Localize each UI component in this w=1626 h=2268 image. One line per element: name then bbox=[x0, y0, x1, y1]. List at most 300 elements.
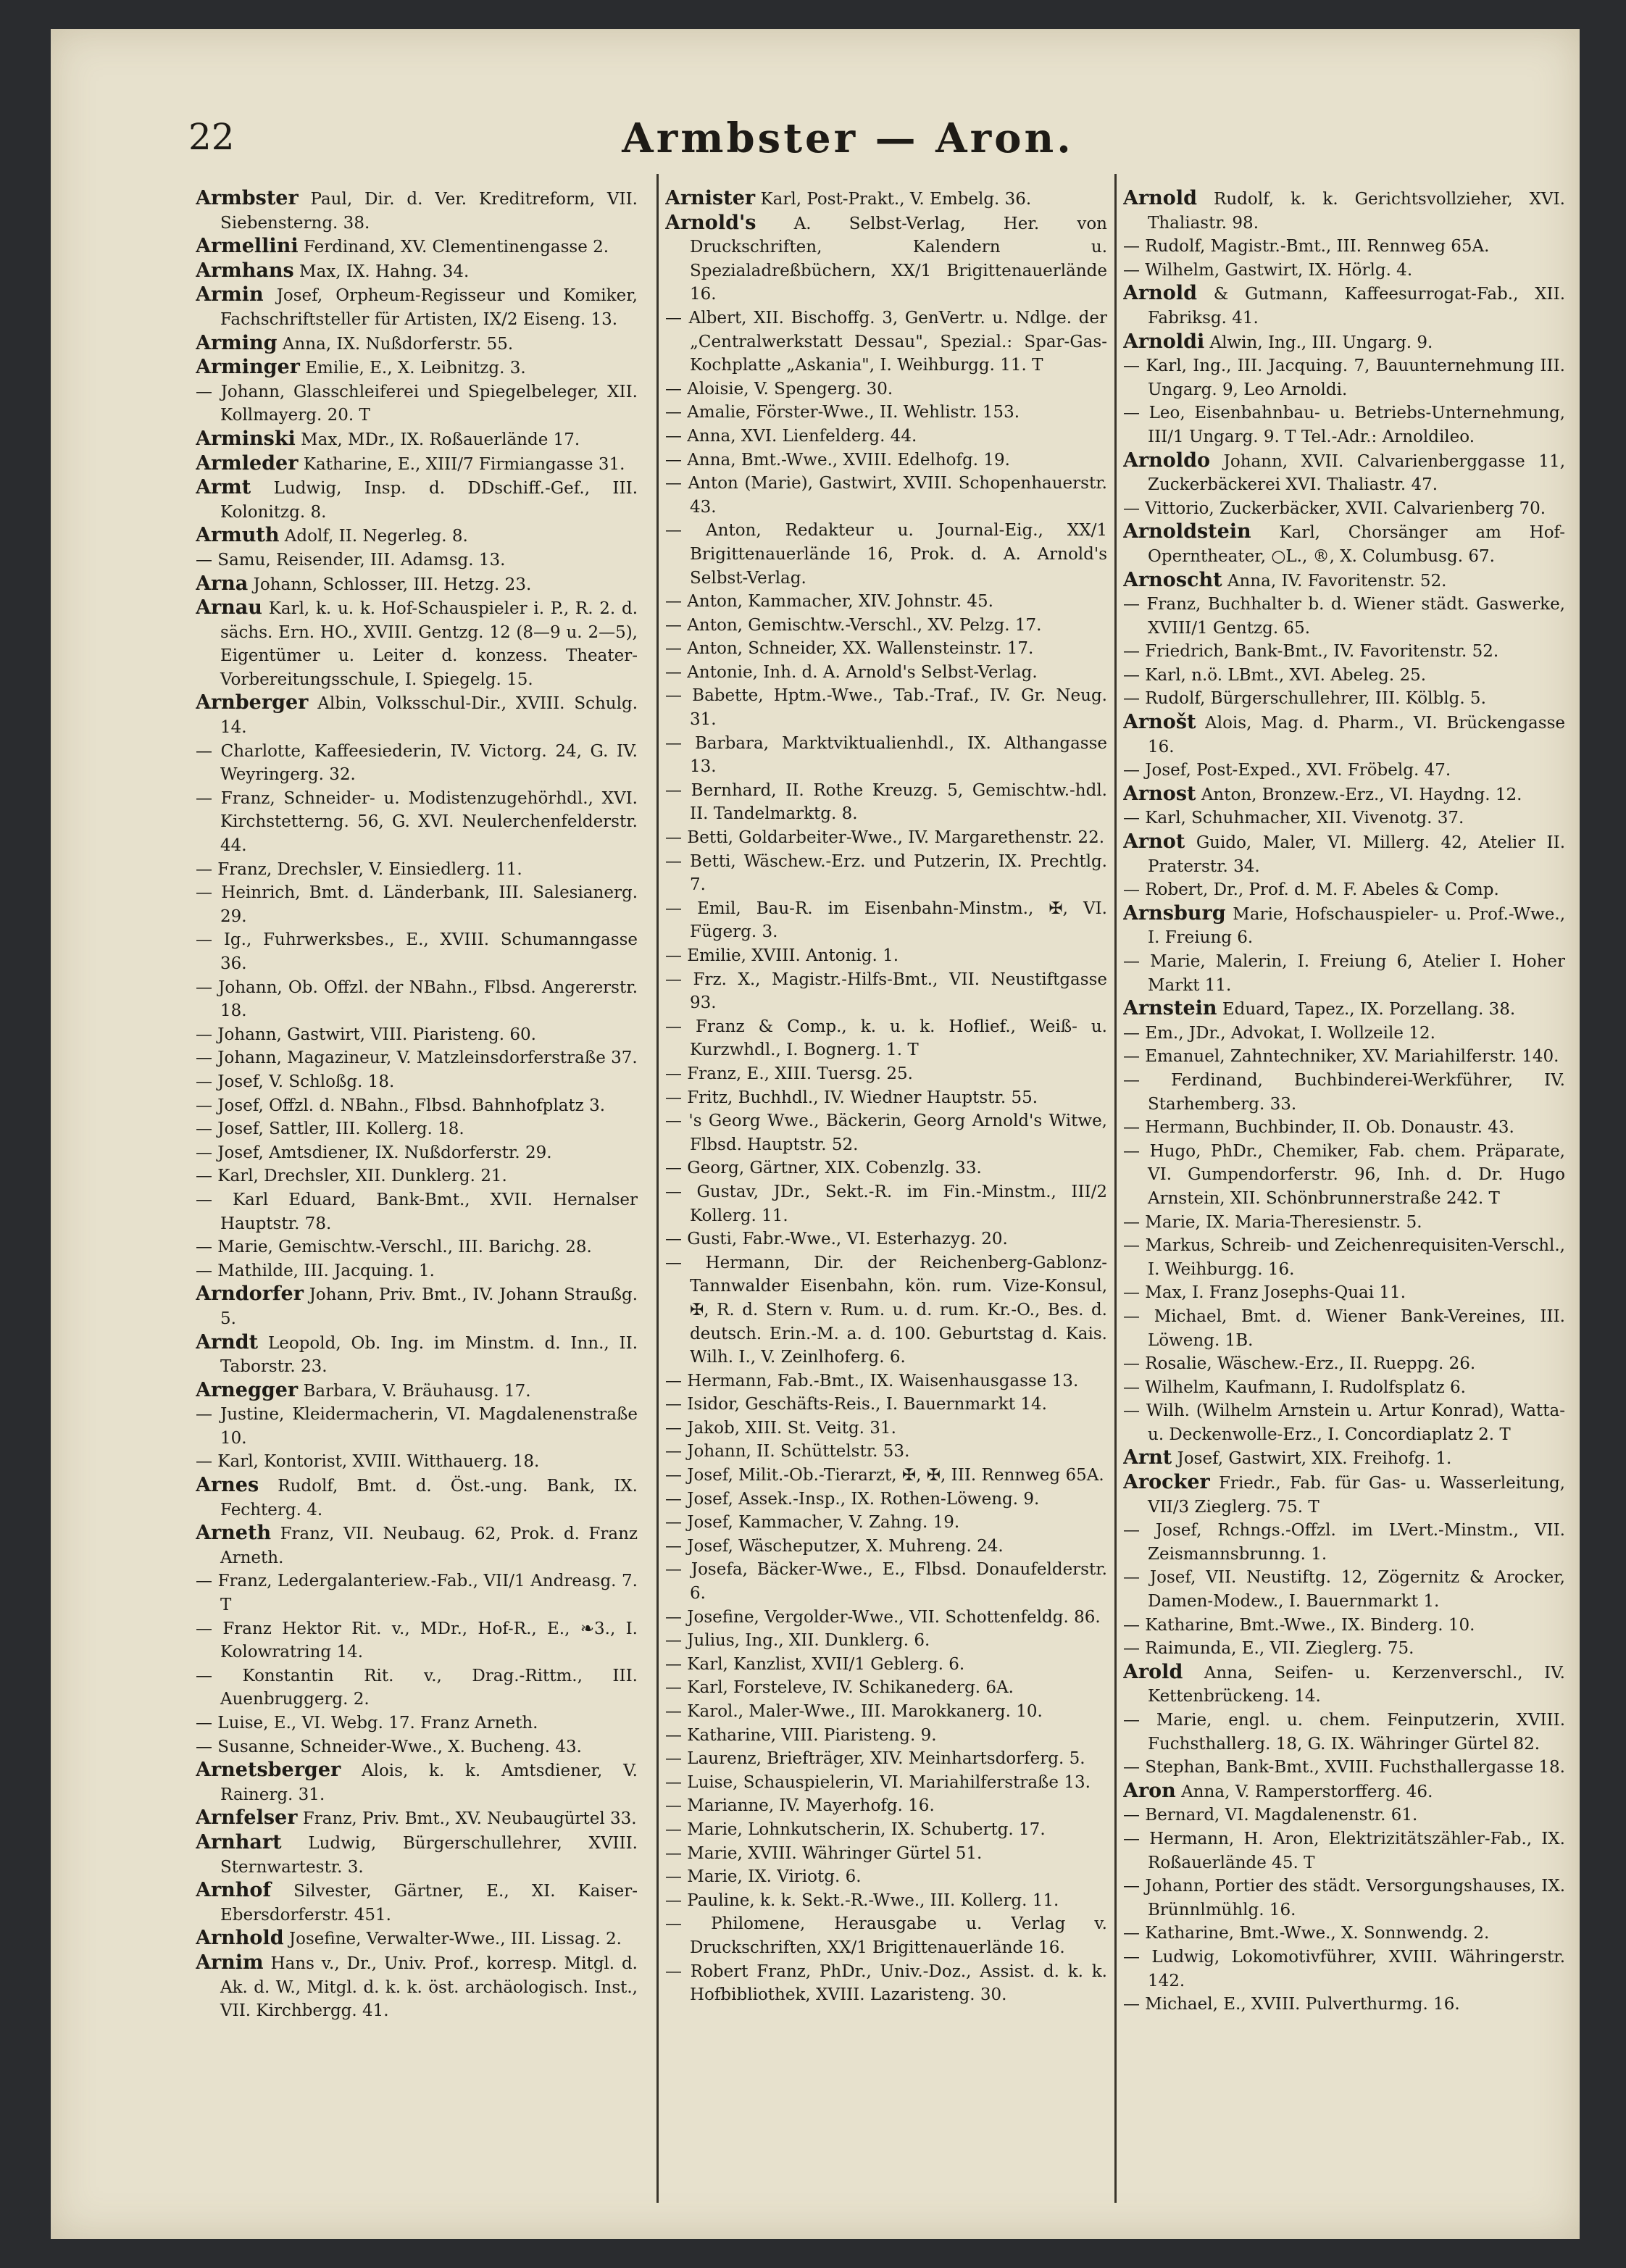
entry-surname: Arnberger bbox=[196, 691, 309, 714]
entry-text: — Josef, Post-Exped., XVI. Fröbelg. 47. bbox=[1123, 761, 1451, 780]
directory-entry bbox=[196, 1569, 638, 1617]
entry-surname: Arnošt bbox=[1123, 711, 1196, 734]
entry-text: Franz, VII. Neubaug. 62, Prok. d. Franz Arneth. bbox=[220, 1525, 638, 1567]
directory-entry bbox=[196, 356, 638, 380]
entry-surname: Arneth bbox=[196, 1522, 272, 1545]
directory-entry bbox=[196, 332, 638, 357]
entry-text: — Robert Franz, PhDr., Univ.-Doz., Assist. d. k. k. Hofbibliothek, XVIII. Lazaristeng. 30. bbox=[665, 1961, 1107, 2005]
entry-text: Leopold, Ob. Ing. im Minstm. d. Inn., II. Taborstr. 23. bbox=[220, 1333, 638, 1377]
entry-surname: Arnhof bbox=[196, 1879, 272, 1902]
directory-entry bbox=[665, 1227, 1107, 1251]
entry-text: — Anna, XVI. Lienfelderg. 44. bbox=[665, 426, 917, 446]
entry-text: — Josef, Sattler, III. Kollerg. 18. bbox=[196, 1120, 464, 1139]
entry-text: — Konstantin Rit. v., Drag.-Rittm., III. Auenbruggerg. 2. bbox=[196, 1666, 638, 1709]
entry-text: — Karol., Maler-Wwe., III. Marokkanerg. 10. bbox=[665, 1702, 1043, 1721]
entry-text: — Karl, Ing., III. Jacquing. 7, Bauunternehmung III. Ungarg. 9, Leo Arnoldi. bbox=[1123, 357, 1565, 399]
directory-entry bbox=[665, 1369, 1107, 1393]
entry-text: — Josef, Wäscheputzer, X. Muhreng. 24. bbox=[665, 1536, 1004, 1556]
directory-entry bbox=[1123, 1234, 1565, 1281]
entry-text: Silvester, Gärtner, E., XI. Kaiser-Ebersdorferstr. 451. bbox=[220, 1882, 638, 1925]
entry-text: — Pauline, k. k. Sekt.-R.-Wwe., III. Kollerg. 11. bbox=[665, 1890, 1059, 1910]
directory-entry bbox=[196, 1450, 638, 1474]
directory-entry bbox=[665, 378, 1107, 401]
entry-text: — Max, I. Franz Josephs-Quai 11. bbox=[1123, 1283, 1406, 1303]
directory-entry bbox=[665, 1251, 1107, 1369]
entry-text: Josefine, Verwalter-Wwe., III. Lissag. 2. bbox=[288, 1930, 622, 1949]
directory-entry bbox=[665, 1464, 1107, 1488]
entry-surname: Arold bbox=[1123, 1660, 1183, 1683]
entry-text: — Julius, Ing., XII. Dunklerg. 6. bbox=[665, 1631, 930, 1651]
directory-entry bbox=[196, 1164, 638, 1188]
directory-entry bbox=[665, 1180, 1107, 1227]
running-head: Armbster — Aron. bbox=[622, 114, 1074, 162]
entry-text: — Justine, Kleidermacherin, VI. Magdalenenstraße 10. bbox=[196, 1405, 638, 1448]
directory-entry bbox=[665, 1889, 1107, 1913]
entry-text: — Leo, Eisenbahnbau- u. Betriebs-Unternehmung, III/1 Ungarg. 9. T Tel.-Adr.: Arnoldileo. bbox=[1123, 404, 1565, 446]
entry-text: — Rudolf, Bürgerschullehrer, III. Kölblg. 5. bbox=[1123, 689, 1486, 709]
entry-text: — Wilhelm, Gastwirt, IX. Hörlg. 4. bbox=[1123, 260, 1413, 280]
entry-text: — Aloisie, V. Spengerg. 30. bbox=[665, 379, 893, 399]
directory-entry bbox=[1123, 1922, 1565, 1946]
directory-entry bbox=[665, 1700, 1107, 1724]
directory-entry bbox=[665, 519, 1107, 590]
directory-entry bbox=[665, 449, 1107, 472]
entry-text: — Antonie, Inh. d. A. Arnold's Selbst-Verlag. bbox=[665, 662, 1038, 682]
column-right bbox=[1123, 187, 1565, 2209]
entry-text: Johann, Schlosser, III. Hetzg. 23. bbox=[253, 575, 532, 594]
entry-text: Anna, IV. Favoritenstr. 52. bbox=[1227, 571, 1447, 591]
directory-entry bbox=[665, 212, 1107, 307]
directory-entry bbox=[1123, 1519, 1565, 1566]
directory-entry bbox=[665, 897, 1107, 944]
entry-surname: Arnold bbox=[1123, 187, 1197, 209]
directory-entry bbox=[665, 1417, 1107, 1441]
entry-text: — Karl, Drechsler, XII. Dunklerg. 21. bbox=[196, 1167, 507, 1186]
entry-text: — Hermann, Fab.-Bmt., IX. Waisenhausgasse 13. bbox=[665, 1371, 1079, 1391]
entry-text: Johann, XVII. Calvarienberggasse 11, Zuckerbäckerei XVI. Thaliastr. 47. bbox=[1148, 451, 1565, 495]
entry-text: — Franz & Comp., k. u. k. Hoflief., Weiß- u. Kurzwhdl., I. Bognerg. 1. T bbox=[665, 1017, 1107, 1060]
entry-surname: Arndorfer bbox=[196, 1283, 304, 1306]
directory-entry bbox=[665, 614, 1107, 638]
directory-entry bbox=[1123, 1305, 1565, 1352]
entry-text: — 's Georg Wwe., Bäckerin, Georg Arnold's Witwe, Flbsd. Hauptstr. 52. bbox=[665, 1112, 1107, 1154]
directory-entry bbox=[1123, 259, 1565, 283]
directory-entry bbox=[196, 1927, 638, 1951]
directory-entry bbox=[196, 549, 638, 572]
column-middle bbox=[665, 187, 1107, 2209]
directory-entry bbox=[196, 1712, 638, 1735]
entry-text: — Marianne, IV. Mayerhofg. 16. bbox=[665, 1796, 935, 1816]
directory-entry bbox=[1123, 401, 1565, 449]
directory-entry bbox=[196, 1259, 638, 1283]
entry-text: Hans v., Dr., Univ. Prof., korresp. Mitgl. d. Ak. d. W., Mitgl. d. k. k. öst. archäologisch. Inst., VII. Kirchbergg. 41. bbox=[220, 1954, 638, 2021]
directory-entry bbox=[1123, 640, 1565, 664]
directory-entry bbox=[196, 1235, 638, 1259]
entry-surname: Arnold's bbox=[665, 211, 756, 234]
column-divider bbox=[1114, 174, 1117, 2203]
directory-entry bbox=[1123, 902, 1565, 950]
entry-text: Katharine, E., XIII/7 Firmiangasse 31. bbox=[303, 454, 625, 474]
entry-text: Ferdinand, XV. Clementinengasse 2. bbox=[303, 238, 609, 257]
directory-entry bbox=[196, 1951, 638, 2023]
directory-entry bbox=[1123, 878, 1565, 902]
directory-entry bbox=[1123, 1566, 1565, 1613]
directory-entry bbox=[665, 1724, 1107, 1748]
directory-entry bbox=[665, 307, 1107, 378]
directory-entry bbox=[196, 283, 638, 331]
directory-entry bbox=[196, 476, 638, 524]
directory-entry bbox=[196, 452, 638, 477]
entry-surname: Arnau bbox=[196, 596, 262, 620]
directory-entry bbox=[196, 1023, 638, 1047]
entry-surname: Armin bbox=[196, 283, 264, 307]
directory-entry bbox=[665, 1558, 1107, 1605]
entry-text: Josef, Gastwirt, XIX. Freihofg. 1. bbox=[1177, 1449, 1452, 1469]
directory-entry bbox=[1123, 1993, 1565, 2017]
directory-entry bbox=[665, 850, 1107, 897]
entry-surname: Arnister bbox=[665, 187, 756, 209]
entry-text: Adolf, II. Negerleg. 8. bbox=[284, 527, 468, 546]
entry-text: Friedr., Fab. für Gas- u. Wasserleitung, VII/3 Zieglerg. 75. T bbox=[1148, 1474, 1565, 1517]
entry-surname: Arnoldo bbox=[1123, 449, 1210, 472]
directory-entry bbox=[1123, 1281, 1565, 1305]
directory-entry bbox=[196, 1522, 638, 1569]
directory-entry bbox=[1123, 1022, 1565, 1046]
directory-entry bbox=[1123, 759, 1565, 783]
directory-entry bbox=[665, 661, 1107, 685]
directory-page bbox=[51, 29, 1580, 2239]
directory-entry bbox=[1123, 520, 1565, 568]
entry-text: — Franz, Ledergalanteriew.-Fab., VII/1 Andreasg. 7. T bbox=[196, 1572, 638, 1615]
directory-entry bbox=[665, 425, 1107, 449]
entry-text: — Robert, Dr., Prof. d. M. F. Abeles & Comp. bbox=[1123, 880, 1499, 900]
entry-text: — Ferdinand, Buchbinderei-Werkführer, IV. Starhemberg. 33. bbox=[1123, 1070, 1565, 1114]
directory-entry bbox=[1123, 1116, 1565, 1140]
entry-text: — Johann, Ob. Offzl. der NBahn., Flbsd. Angererstr. 18. bbox=[196, 977, 638, 1021]
directory-entry bbox=[665, 1511, 1107, 1535]
directory-entry bbox=[1123, 1376, 1565, 1400]
directory-entry bbox=[196, 1759, 638, 1806]
entry-surname: Arnoscht bbox=[1123, 568, 1222, 591]
directory-entry bbox=[665, 1960, 1107, 2007]
entry-text: & Gutmann, Kaffeesurrogat-Fab., XII. Fabriksg. 41. bbox=[1148, 285, 1565, 328]
directory-entry bbox=[196, 1403, 638, 1450]
directory-entry bbox=[665, 637, 1107, 661]
entry-text: — Wilh. (Wilhelm Arnstein u. Artur Konrad), Watta- u. Deckenwolle-Erz., I. Concordiaplatz 2. T bbox=[1123, 1401, 1565, 1444]
entry-text: — Anton, Redakteur u. Journal-Eig., XX/1 Brigittenauerlände 16, Prok. d. A. Arnold's Selbst-Verlag. bbox=[665, 521, 1107, 588]
directory-entry bbox=[1123, 1780, 1565, 1804]
entry-text: Max, MDr., IX. Roßauerlände 17. bbox=[301, 430, 580, 449]
entry-text: — Ig., Fuhrwerksbes., E., XVIII. Schumanngasse 36. bbox=[196, 930, 638, 973]
entry-text: Alois, Mag. d. Pharm., VI. Brückengasse 16. bbox=[1148, 714, 1565, 756]
entry-text: — Franz, Drechsler, V. Einsiedlerg. 11. bbox=[196, 859, 522, 879]
entry-text: — Karl Eduard, Bank-Bmt., XVII. Hernalser Hauptstr. 78. bbox=[196, 1190, 638, 1233]
directory-entry bbox=[1123, 593, 1565, 640]
directory-entry bbox=[665, 1794, 1107, 1818]
entry-surname: Arnot bbox=[1123, 830, 1185, 854]
entry-text: — Betti, Wäschew.-Erz. und Putzerin, IX. Prechtlg. 7. bbox=[665, 851, 1107, 895]
entry-text: — Josef, VII. Neustiftg. 12, Zögernitz & Arocker, Damen-Modew., I. Bauernmarkt 1. bbox=[1123, 1568, 1565, 1612]
entry-text: Eduard, Tapez., IX. Porzellang. 38. bbox=[1222, 1000, 1516, 1020]
entry-text: — Johann, Glasschleiferei und Spiegelbeleger, XII. Kollmayerg. 20. T bbox=[196, 382, 638, 425]
entry-text: — Fritz, Buchhdl., IV. Wiedner Hauptstr. 55. bbox=[665, 1088, 1038, 1107]
entry-text: Paul, Dir. d. Ver. Kreditreform, VII. Siebensterng. 38. bbox=[220, 190, 638, 233]
entry-text: — Bernhard, II. Rothe Kreuzg. 5, Gemischtw.-hdl. II. Tandelmarktg. 8. bbox=[665, 780, 1107, 824]
directory-entry bbox=[665, 1062, 1107, 1086]
entry-text: — Karl, Forsteleve, IV. Schikanederg. 6A. bbox=[665, 1678, 1014, 1698]
entry-text: — Josef, Kammacher, V. Zahng. 19. bbox=[665, 1513, 960, 1533]
directory-entry bbox=[196, 259, 638, 284]
directory-entry bbox=[196, 1617, 638, 1664]
entry-text: — Hermann, Dir. der Reichenberg-Gablonz-Tannwalder Eisenbahn, kön. rum. Vize-Konsul, ✠, R. d. Stern v. Rum. u. d. rum. Kr.-O., Bes. d. deutsch. Erin.-M. a. d. 100. Geburtstag d. Kais. Wilh. I., V. Zeinlhoferg. 6. bbox=[665, 1253, 1107, 1367]
directory-entry bbox=[665, 1535, 1107, 1559]
entry-text: — Raimunda, E., VII. Zieglerg. 75. bbox=[1123, 1639, 1414, 1659]
entry-surname: Arndt bbox=[196, 1330, 259, 1354]
entry-text: — Anton, Gemischtw.-Verschl., XV. Pelzg. 17. bbox=[665, 615, 1042, 635]
directory-entry bbox=[1123, 354, 1565, 401]
entry-text: — Josef, Assek.-Insp., IX. Rothen-Löweng. 9. bbox=[665, 1489, 1040, 1509]
directory-entry bbox=[665, 732, 1107, 779]
entry-surname: Armbster bbox=[196, 187, 299, 209]
entry-text: — Marie, IX. Maria-Theresienstr. 5. bbox=[1123, 1212, 1422, 1232]
entry-text: — Karl, Kanzlist, XVII/1 Geblerg. 6. bbox=[665, 1654, 965, 1674]
entry-text: — Karl, n.ö. LBmt., XVI. Abeleg. 25. bbox=[1123, 665, 1427, 685]
directory-entry bbox=[665, 968, 1107, 1015]
entry-text: — Katharine, Bmt.-Wwe., X. Sonnwendg. 2. bbox=[1123, 1924, 1490, 1943]
entry-text: — Frz. X., Magistr.-Hilfs-Bmt., VII. Neustiftgasse 93. bbox=[665, 970, 1107, 1013]
directory-entry bbox=[1123, 1614, 1565, 1638]
entry-text: — Samu, Reisender, III. Adamsg. 13. bbox=[196, 550, 506, 570]
entry-text: — Katharine, Bmt.-Wwe., IX. Binderg. 10. bbox=[1123, 1615, 1475, 1635]
directory-entry bbox=[665, 1842, 1107, 1866]
entry-text: — Em., JDr., Advokat, I. Wollzeile 12. bbox=[1123, 1023, 1435, 1043]
entry-text: — Franz Hektor Rit. v., MDr., Hof-R., E., ❧3., I. Kolowratring 14. bbox=[196, 1619, 638, 1662]
entry-surname: Armleder bbox=[196, 451, 299, 475]
entry-surname: Arnim bbox=[196, 1951, 264, 1974]
directory-entry bbox=[1123, 1661, 1565, 1709]
entry-surname: Arnsburg bbox=[1123, 901, 1226, 925]
entry-text: — Albert, XII. Bischoffg. 3, GenVertr. u. Ndlge. der „Centralwerkstatt Dessau", Spezial.: Spar-Gas-Kochplatte „Askania", I. Weihburgg. 11. T bbox=[665, 308, 1107, 375]
entry-text: — Charlotte, Kaffeesiederin, IV. Victorg. 24, G. IV. Weyringerg. 32. bbox=[196, 741, 638, 785]
entry-text: — Marie, engl. u. chem. Feinputzerin, XVIII. Fuchsthallerg. 18, G. IX. Währinger Gürtel 82. bbox=[1123, 1711, 1565, 1754]
directory-entry bbox=[665, 1676, 1107, 1700]
entry-text: — Anna, Bmt.-Wwe., XVIII. Edelhofg. 19. bbox=[665, 450, 1010, 470]
directory-entry bbox=[665, 590, 1107, 614]
entry-surname: Aron bbox=[1123, 1779, 1176, 1802]
directory-entry bbox=[1123, 235, 1565, 259]
directory-entry bbox=[1123, 1140, 1565, 1211]
entry-text: — Johann, II. Schüttelstr. 53. bbox=[665, 1442, 910, 1462]
directory-entry bbox=[196, 740, 638, 787]
entry-text: — Anton, Kammacher, XIV. Johnstr. 45. bbox=[665, 592, 993, 612]
directory-entry bbox=[1123, 1709, 1565, 1756]
entry-text: — Karl, Schuhmacher, XII. Vivenotg. 37. bbox=[1123, 809, 1464, 828]
directory-entry bbox=[196, 1188, 638, 1235]
entry-surname: Arnoldi bbox=[1123, 330, 1205, 353]
entry-surname: Arnstein bbox=[1123, 997, 1217, 1020]
entry-text: Anna, IX. Nußdorferstr. 55. bbox=[282, 334, 514, 354]
entry-text: Josef, Orpheum-Regisseur und Komiker, Fachschriftsteller für Artisten, IX/2 Eiseng. 13. bbox=[220, 286, 638, 329]
directory-entry bbox=[196, 1379, 638, 1404]
entry-text: — Emilie, XVIII. Antonig. 1. bbox=[665, 946, 899, 965]
entry-text: — Emanuel, Zahntechniker, XV. Mariahilferstr. 140. bbox=[1123, 1047, 1559, 1067]
entry-text: — Josef, Offzl. d. NBahn., Flbsd. Bahnhofplatz 3. bbox=[196, 1096, 606, 1115]
directory-entry bbox=[665, 1865, 1107, 1889]
entry-text: — Hermann, Buchbinder, II. Ob. Donaustr. 43. bbox=[1123, 1118, 1514, 1138]
entry-text: — Georg, Gärtner, XIX. Cobenzlg. 33. bbox=[665, 1159, 982, 1178]
directory-entry bbox=[665, 1747, 1107, 1771]
entry-text: Anna, V. Ramperstorfferg. 46. bbox=[1181, 1782, 1433, 1801]
entry-text: — Bernard, VI. Magdalenenstr. 61. bbox=[1123, 1806, 1418, 1825]
directory-entry bbox=[1123, 1352, 1565, 1376]
directory-entry bbox=[665, 1086, 1107, 1110]
directory-entry bbox=[665, 1771, 1107, 1795]
directory-entry bbox=[196, 858, 638, 882]
entry-text: Anna, Seifen- u. Kerzenverschl., IV. Kettenbrückeng. 14. bbox=[1148, 1663, 1565, 1706]
directory-entry bbox=[1123, 497, 1565, 521]
entry-text: — Michael, E., XVIII. Pulverthurmg. 16. bbox=[1123, 1995, 1460, 2014]
directory-entry bbox=[196, 524, 638, 549]
directory-entry bbox=[1123, 569, 1565, 593]
directory-entry bbox=[1123, 1069, 1565, 1116]
entry-text: Karl, Chorsänger am Hof-Operntheater, ○L., ®, X. Columbusg. 67. bbox=[1148, 523, 1565, 566]
entry-text: — Marie, Lohnkutscherin, IX. Schubertg. 17. bbox=[665, 1819, 1046, 1839]
entry-text: — Laurenz, Briefträger, XIV. Meinhartsdorferg. 5. bbox=[665, 1749, 1085, 1769]
entry-surname: Armhans bbox=[196, 259, 294, 282]
entry-text: — Franz, Schneider- u. Modistenzugehörhdl., XVI. Kirchstetterng. 56, G. XVI. Neulerchenfelderstr. 44. bbox=[196, 788, 638, 856]
directory-entry bbox=[196, 1283, 638, 1330]
directory-entry bbox=[1123, 1399, 1565, 1446]
entry-text: — Vittorio, Zuckerbäcker, XVII. Calvarienberg 70. bbox=[1123, 499, 1546, 518]
directory-entry bbox=[665, 1912, 1107, 1959]
entry-text: — Philomene, Herausgabe u. Verlag v. Druckschriften, XX/1 Brigittenauerlände 16. bbox=[665, 1914, 1107, 1957]
entry-text: Rudolf, Bmt. d. Öst.-ung. Bank, IX. Fechterg. 4. bbox=[220, 1477, 638, 1519]
entry-text: — Johann, Magazineur, V. Matzleinsdorferstraße 37. bbox=[196, 1048, 638, 1068]
directory-entry bbox=[196, 428, 638, 452]
entry-text: — Josef, Rchngs.-Offzl. im LVert.-Minstm., VII. Zeismannsbrunng. 1. bbox=[1123, 1521, 1565, 1564]
directory-entry bbox=[196, 1141, 638, 1165]
directory-entry bbox=[1123, 449, 1565, 497]
entry-text: — Marie, Gemischtw.-Verschl., III. Barichg. 28. bbox=[196, 1238, 592, 1257]
directory-entry bbox=[665, 401, 1107, 425]
entry-text: A. Selbst-Verlag, Her. von Druckschriften, Kalendern u. Spezialadreßbüchern, XX/1 Brigittenauerlände 16. bbox=[690, 214, 1107, 304]
directory-entry bbox=[665, 1015, 1107, 1062]
entry-text: — Josefa, Bäcker-Wwe., E., Flbsd. Donaufelderstr. 6. bbox=[665, 1560, 1107, 1604]
entry-text: — Luise, Schauspielerin, VI. Mariahilferstraße 13. bbox=[665, 1772, 1091, 1792]
entry-surname: Arna bbox=[196, 572, 249, 595]
entry-surname: Arnold bbox=[1123, 282, 1197, 305]
entry-text: — Franz, E., XIII. Tuersg. 25. bbox=[665, 1064, 913, 1083]
entry-surname: Arnetsberger bbox=[196, 1759, 341, 1782]
directory-entry bbox=[196, 787, 638, 858]
directory-entry bbox=[665, 1109, 1107, 1156]
entry-surname: Armellini bbox=[196, 235, 299, 258]
directory-entry bbox=[1123, 806, 1565, 830]
directory-entry bbox=[196, 187, 638, 235]
entry-text: Marie, Hofschauspieler- u. Prof.-Wwe., I. Freiung 6. bbox=[1148, 904, 1565, 948]
entry-text: Rudolf, k. k. Gerichtsvollzieher, XVI. Thaliastr. 98. bbox=[1148, 190, 1565, 233]
entry-text: Guido, Maler, VI. Millerg. 42, Atelier II. Praterstr. 34. bbox=[1148, 833, 1565, 876]
directory-entry bbox=[196, 1094, 638, 1118]
directory-entry bbox=[1123, 1756, 1565, 1780]
entry-text: Alois, k. k. Amtsdiener, V. Rainerg. 31. bbox=[220, 1762, 638, 1804]
column-left bbox=[196, 187, 638, 2209]
entry-text: — Heinrich, Bmt. d. Länderbank, III. Salesianerg. 29. bbox=[196, 883, 638, 926]
entry-text: Karl, k. u. k. Hof-Schauspieler i. P., R. 2. d. sächs. Ern. HO., XVIII. Gentzg. 12 (8—9 u. 2—5), Eigentümer u. Leiter d. konzess. Theater-Vorbereitungsschule, I. Spiegelg. 15. bbox=[220, 599, 638, 689]
directory-entry bbox=[1123, 830, 1565, 878]
entry-text: — Marie, XVIII. Währinger Gürtel 51. bbox=[665, 1843, 983, 1863]
entry-text: Albin, Volksschul-Dir., XVIII. Schulg. 14. bbox=[220, 694, 638, 738]
entry-text: — Gusti, Fabr.-Wwe., VI. Esterhazyg. 20. bbox=[665, 1230, 1008, 1249]
directory-entry bbox=[665, 187, 1107, 212]
directory-entry bbox=[665, 1156, 1107, 1180]
directory-entry bbox=[1123, 1471, 1565, 1519]
page-number: 22 bbox=[188, 116, 235, 158]
directory-entry bbox=[1123, 711, 1565, 759]
entry-text: — Jakob, XIII. St. Veitg. 31. bbox=[665, 1418, 896, 1438]
entry-surname: Arnegger bbox=[196, 1378, 299, 1401]
directory-entry bbox=[196, 1331, 638, 1379]
directory-entry bbox=[196, 928, 638, 975]
entry-text: — Friedrich, Bank-Bmt., IV. Favoritenstr. 52. bbox=[1123, 642, 1499, 662]
directory-entry bbox=[1123, 330, 1565, 355]
directory-entry bbox=[665, 1393, 1107, 1417]
directory-entry bbox=[665, 1629, 1107, 1653]
directory-entry bbox=[665, 779, 1107, 826]
directory-entry bbox=[665, 1606, 1107, 1630]
entry-surname: Arnt bbox=[1123, 1446, 1172, 1469]
entry-text: — Josef, Milit.-Ob.-Tierarzt, ✠, ✠, III. Rennweg 65A. bbox=[665, 1466, 1104, 1485]
directory-entry bbox=[1123, 1637, 1565, 1661]
directory-entry bbox=[196, 976, 638, 1023]
entry-text: Franz, Priv. Bmt., XV. Neubaugürtel 33. bbox=[302, 1809, 637, 1829]
directory-entry bbox=[665, 1488, 1107, 1512]
page-header bbox=[188, 109, 1507, 167]
directory-entry bbox=[1123, 783, 1565, 807]
directory-entry bbox=[196, 1664, 638, 1712]
entry-text: — Gustav, JDr., Sekt.-R. im Fin.-Minstm., III/2 Kollerg. 11. bbox=[665, 1182, 1107, 1225]
entry-text: Ludwig, Insp. d. DDschiff.-Gef., III. Kolonitzg. 8. bbox=[220, 479, 638, 522]
entry-text: — Anton, Schneider, XX. Wallensteinstr. 17. bbox=[665, 639, 1034, 659]
entry-text: Karl, Post-Prakt., V. Embelg. 36. bbox=[760, 190, 1032, 209]
directory-entry bbox=[1123, 282, 1565, 330]
entry-text: — Markus, Schreib- und Zeichenrequisiten-Verschl., I. Weihburgg. 16. bbox=[1123, 1236, 1565, 1279]
directory-entry bbox=[665, 1653, 1107, 1677]
directory-entry bbox=[196, 691, 638, 739]
entry-text: — Anton (Marie), Gastwirt, XVIII. Schopenhauerstr. 43. bbox=[665, 474, 1107, 517]
entry-text: — Johann, Gastwirt, VIII. Piaristeng. 60. bbox=[196, 1025, 536, 1044]
entry-text: — Amalie, Förster-Wwe., II. Wehlistr. 153. bbox=[665, 403, 1020, 422]
entry-text: — Rosalie, Wäschew.-Erz., II. Rueppg. 26. bbox=[1123, 1354, 1476, 1374]
entry-surname: Armuth bbox=[196, 524, 280, 547]
directory-entry bbox=[1123, 1946, 1565, 1993]
entry-surname: Arnes bbox=[196, 1474, 259, 1497]
entry-surname: Arming bbox=[196, 331, 278, 354]
entry-text: Emilie, E., X. Leibnitzg. 3. bbox=[305, 359, 526, 378]
entry-text: — Barbara, Marktviktualienhdl., IX. Althangasse 13. bbox=[665, 733, 1107, 777]
directory-entry bbox=[196, 1070, 638, 1094]
directory-entry bbox=[196, 881, 638, 928]
directory-entry bbox=[665, 472, 1107, 519]
entry-text: — Marie, IX. Viriotg. 6. bbox=[665, 1867, 862, 1887]
entry-surname: Armt bbox=[196, 476, 251, 499]
directory-entry bbox=[196, 380, 638, 428]
directory-entry bbox=[665, 944, 1107, 968]
entry-text: Anton, Bronzew.-Erz., VI. Haydng. 12. bbox=[1201, 785, 1522, 804]
directory-entry bbox=[196, 572, 638, 597]
entry-surname: Arnoldstein bbox=[1123, 520, 1251, 543]
entry-text: — Mathilde, III. Jacquing. 1. bbox=[196, 1261, 435, 1280]
